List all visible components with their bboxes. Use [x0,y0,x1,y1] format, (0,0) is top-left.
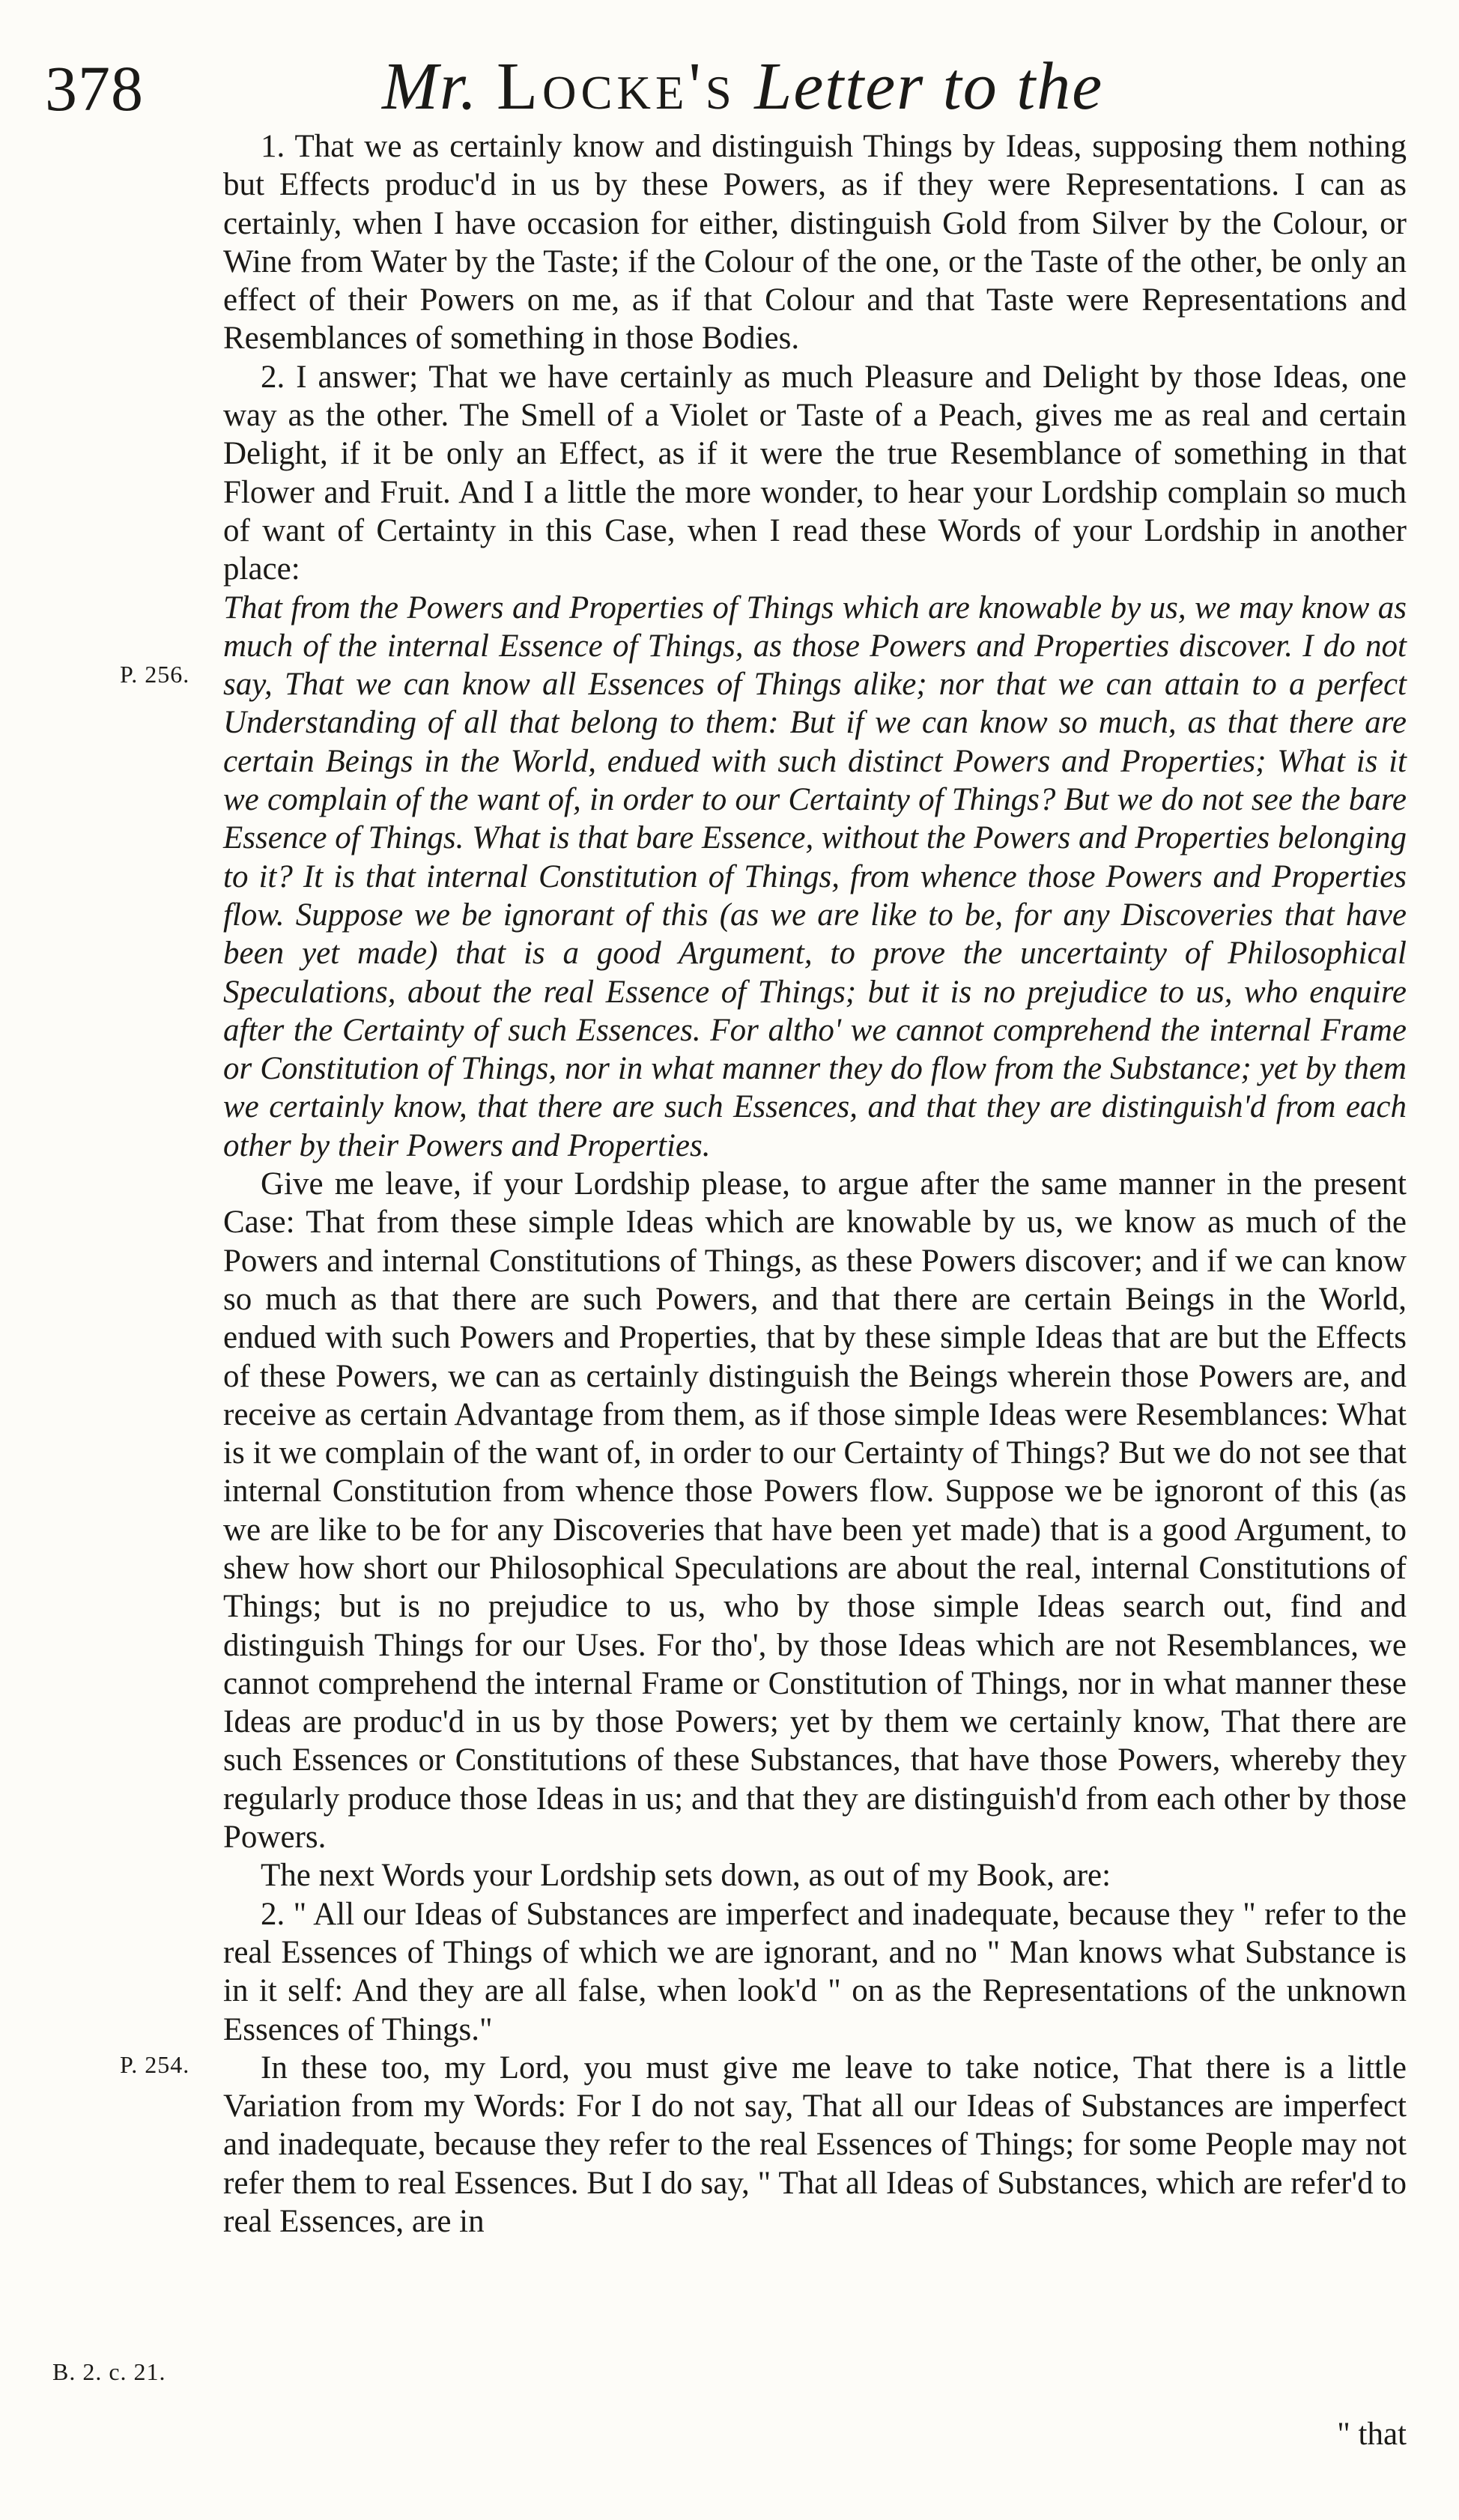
paragraph-2: 2. I answer; That we have certainly as much Pleasure and Delight by those Ideas, one way as the other. The Smell of a Violet or Taste of a Peach, gives me as real and certain Delight, if it be only an Effect, as if it were the true Resemblance of something in that Flower and Fruit. And I a little the more wonder, to hear your Lordship complain so much of want of Certainty in this Case, when I read these Words of your Lordship in another place: [223,359,1407,587]
paragraph-4: Give me leave, if your Lordship please, to argue after the same manner in the present Case: That from these simple Ideas which are knowable by us, we know as much of the Powers and internal Constitutions of Things, as these Powers discover; and if we can know so much as that there are such Powers, and that there are certain Beings in the World, endued with such Powers and Properties, that by these simple Ideas that are but the Effects of these Powers, we can as certainly distinguish the Beings wherein those Powers are, and receive as certain Advantage from them, as if those simple Ideas were Resemblances: What is it we complain of the want of, in order to our Certainty of Things? But we do not see that internal Constitution from whence those Powers flow. Suppose we be ignoront of this (as we are like to be for any Discoveries that have been yet made) that is a good Argument, to shew how short our Philosophical Speculations are about the real, internal Constitutions of Things; but is no prejudice to us, who by those simple Ideas search out, find and distinguish Things for our Uses. For tho', by those Ideas which are not Resemblances, we cannot comprehend the internal Frame or Constitution of Things, nor in what manner these Ideas are produc'd in us by those Powers; yet by them we certainly know, That there are such Essences or Constitutions of these Substances, that have those Powers, whereby they regularly produce those Ideas in us; and that they are distinguish'd from each other by those Powers. [223,1166,1407,1856]
margin-note-b2c21: B. 2. c. 21. [52,2358,166,2385]
running-head-pre: Mr. [382,49,497,124]
paragraph-6-quote: 2. " All our Ideas of Substances are imperfect and inadequate, because they " refer to the real Essences of Things of which we are ignorant, and no " Man knows what Substance is in it self: And they are all false, when look'd " on as the Representations of the unknown Essences of Things." [223,1896,1407,2047]
running-head [382,48,1103,125]
quoted-passage: That from the Powers and Properties of Things which are knowable by us, we may know as much of the internal Essence of Things, as those Powers and Properties discover. I do not say, That we can know all Essences of Things alike; nor that we can attain to a perfect Understanding of all that belong to them: But if we can know so much, as that there are certain Beings in the World, endued with such distinct Powers and Properties; What is it we complain of the want of, in order to our Certainty of Things? But we do not see the bare Essence of Things. What is that bare Essence, without the Powers and Properties belonging to it? It is that internal Constitution of Things, from whence those Powers and Properties flow. Suppose we be ignorant of this (as we are like to be, for any Discoveries that have been yet made) that is a good Argument, to prove the uncertainty of Philosophical Speculations, about the real Essence of Things; but it is no prejudice to us, who enquire after the Certainty of such Essences. For altho' we cannot comprehend the internal Frame or Constitution of Things, nor in what manner they do flow from the Substance; yet by them we certainly know, that there are such Essences, and that they are distinguish'd from each other by their Powers and Properties. [223,590,1407,1163]
paragraph-7: In these too, my Lord, you must give me leave to take notice, That there is a little Variation from my Words: For I do not say, That all our Ideas of Substances are imperfect and inadequate, because they refer to the real Essences of Things; for some People may not refer them to real Essences. But I do say, " That all Ideas of Substances, which are refer'd to real Essences, are in [223,2050,1407,2240]
page-body [223,127,1407,2241]
page-number: 378 [45,52,144,124]
running-head-name: Locke's [497,49,736,124]
paragraph-1: 1. That we as certainly know and distinguish Things by Ideas, supposing them nothing but Effects produc'd in us by these Powers, as if they were Representations. I can as certainly, when I have occasion for either, distinguish Gold from Silver by the Colour, or Wine from Water by the Taste; if the Colour of the one, or the Taste of the other, be only an effect of their Powers on me, as if that Colour and that Taste were Representations and Resemblances of something in those Bodies. [223,129,1407,357]
margin-note-p256: P. 256. [120,661,190,688]
catchword: " that [1337,2417,1407,2452]
page-header [45,48,1414,130]
margin-note-p254: P. 254. [120,2051,190,2078]
paragraph-5: The next Words your Lordship sets down, as out of my Book, are: [261,1858,1111,1894]
running-head-post: Letter to the [735,49,1104,124]
